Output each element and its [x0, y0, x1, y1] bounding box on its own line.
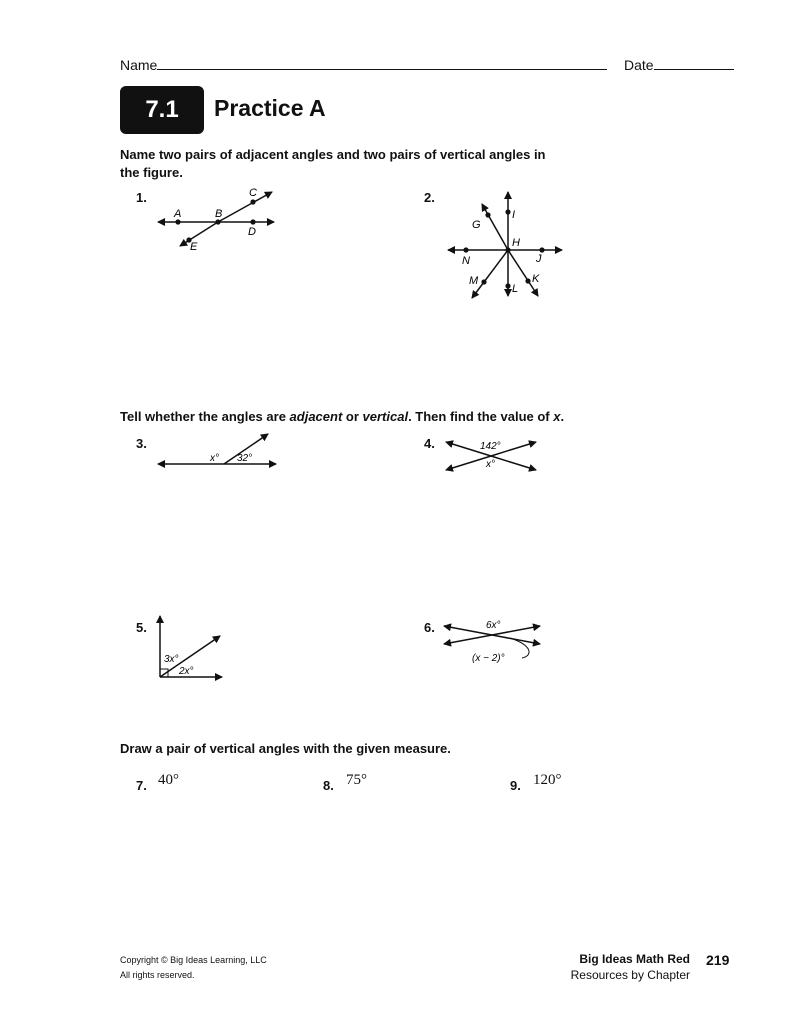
fig3-label-x: x°	[210, 453, 219, 464]
section1-instruction-line2: the figure.	[120, 165, 183, 180]
section2-instr-or: or	[342, 409, 363, 424]
label-n: N	[462, 255, 470, 267]
figure-5	[152, 612, 226, 682]
fig4-label-x: x°	[486, 459, 495, 470]
label-l: L	[512, 283, 519, 295]
footer-book-block	[540, 951, 690, 983]
fig6-line1-left	[444, 626, 492, 635]
label-d: D	[248, 226, 256, 238]
fig5-label-3x: 3x°	[164, 654, 179, 665]
line-gk-up	[482, 204, 508, 250]
label-e: E	[190, 241, 198, 253]
fig5-label-2x: 2x°	[179, 666, 194, 677]
point-j	[539, 247, 544, 252]
book-subtitle: Resources by Chapter	[570, 968, 690, 982]
point-l	[505, 283, 510, 288]
line-m	[472, 250, 508, 298]
figure-1	[150, 184, 285, 256]
section2-instr-end: .	[560, 409, 565, 424]
page-number: 219	[706, 952, 730, 968]
fig6-line2-left	[444, 635, 492, 644]
lesson-number-badge	[120, 86, 204, 134]
lesson-number: 7.1	[145, 96, 179, 123]
date-label: Date	[624, 57, 654, 73]
label-k: K	[532, 273, 540, 285]
figure-3	[154, 430, 280, 472]
section3-instruction: Draw a pair of vertical angles with the given measure.	[120, 741, 451, 756]
name-field-row	[120, 55, 607, 73]
label-j: J	[536, 253, 542, 265]
section1-instruction-line1: Name two pairs of adjacent angles and two pairs of vertical angles in	[120, 147, 546, 162]
problem-1-number: 1.	[136, 190, 147, 205]
rights-text: All rights reserved.	[120, 970, 195, 980]
fig4-line2-left	[446, 456, 491, 470]
section1-instruction	[120, 146, 546, 182]
section2-instr-a: Tell whether the angles are	[120, 409, 290, 424]
label-c: C	[249, 187, 257, 199]
section2-instr-vertical: vertical	[362, 409, 409, 424]
label-a: A	[174, 208, 182, 220]
point-h	[505, 247, 510, 252]
problem-4-number: 4.	[424, 436, 435, 451]
section2-instr-adjacent: adjacent	[289, 409, 343, 424]
label-g: G	[472, 219, 481, 231]
fig4-line1-right	[491, 456, 536, 470]
point-m	[481, 279, 486, 284]
name-blank[interactable]	[157, 55, 607, 70]
line-ec-up	[218, 192, 272, 222]
point-n	[463, 247, 468, 252]
problem-7-value: 40°	[158, 772, 179, 788]
date-field-row	[624, 55, 734, 73]
lesson-title: Practice A	[214, 95, 326, 121]
figure-2	[442, 186, 568, 300]
point-b	[215, 219, 220, 224]
date-blank[interactable]	[654, 55, 734, 70]
point-a	[175, 219, 180, 224]
fig6-label-6x: 6x°	[486, 620, 501, 631]
copyright-text: Copyright © Big Ideas Learning, LLC	[120, 955, 267, 965]
problem-9-number: 9.	[510, 778, 521, 793]
point-i	[505, 209, 510, 214]
point-g	[485, 212, 490, 217]
problem-8-value: 75°	[346, 772, 367, 788]
fig3-label-32: 32°	[237, 453, 253, 464]
fig6-label-x-minus-2: (x − 2)°	[472, 653, 505, 664]
label-b: B	[215, 208, 223, 220]
footer-copyright-block	[120, 953, 267, 983]
problem-8-number: 8.	[323, 778, 334, 793]
label-m: M	[469, 275, 479, 287]
problem-7-number: 7.	[136, 778, 147, 793]
section2-instruction	[120, 409, 564, 424]
label-i: I	[512, 209, 516, 221]
problem-2-number: 2.	[424, 190, 435, 205]
section2-instr-b: . Then find the value of	[408, 409, 554, 424]
fig4-label-142: 142°	[480, 441, 501, 452]
point-k	[525, 278, 530, 283]
figure-4	[442, 436, 540, 476]
problem-9-value: 120°	[533, 772, 562, 788]
point-d	[250, 219, 255, 224]
problem-3-number: 3.	[136, 436, 147, 451]
line-ec-down	[180, 222, 218, 246]
name-label: Name	[120, 57, 158, 73]
problem-6-number: 6.	[424, 620, 435, 635]
section2-instr-x: x	[553, 409, 561, 424]
book-title: Big Ideas Math Red	[579, 952, 690, 966]
fig6-line1-right	[492, 635, 540, 644]
figure-6	[440, 616, 550, 666]
label-h: H	[512, 237, 520, 249]
problem-5-number: 5.	[136, 620, 147, 635]
point-c	[250, 199, 255, 204]
